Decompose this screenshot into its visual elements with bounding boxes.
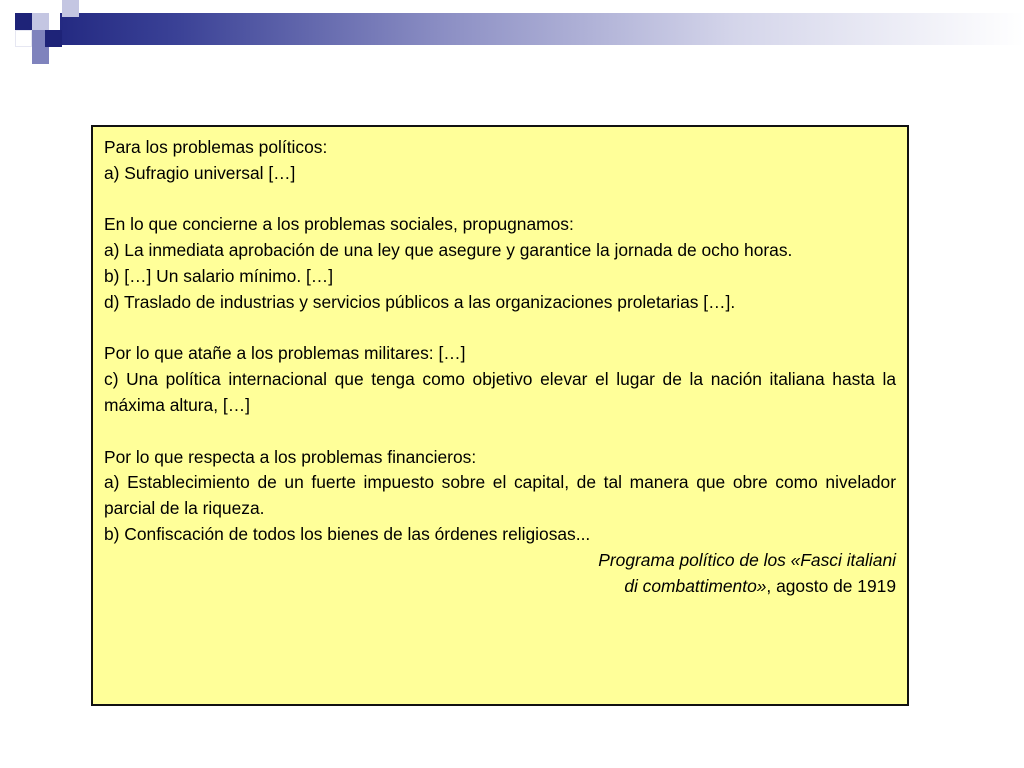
header-gradient-bar — [60, 13, 1024, 45]
source-date: , agosto de 1919 — [766, 575, 896, 596]
section-social-item-b: b) […] Un salario mínimo. […] — [104, 265, 334, 286]
source-citation-line1 — [104, 548, 896, 574]
source-title-line1: Programa político de los «Fasci italiani — [598, 549, 896, 570]
source-title-line2: di combattimento» — [624, 575, 767, 596]
ornament-square-light — [32, 13, 49, 30]
paragraph-gap — [104, 419, 896, 445]
ornament-square-dark-2 — [45, 30, 62, 47]
paragraph-gap — [104, 187, 896, 213]
ornament-square-dark — [15, 13, 32, 30]
section-political-heading: Para los problemas políticos: — [104, 137, 328, 157]
section-financial-item-a: a) Establecimiento de un fuerte impuesto sobre el capital, de tal manera que obre como nivelador parcial de la riqueza. — [104, 472, 896, 519]
source-citation-line2 — [104, 574, 896, 600]
quote-box — [91, 125, 909, 706]
section-military-item-c: c) Una política internacional que tenga como objetivo elevar el lugar de la nación italiana hasta la máxima altura, […] — [104, 369, 896, 415]
section-social-item-d: d) Traslado de industrias y servicios públicos a las organizaciones proletarias […]. — [104, 291, 736, 312]
ornament-square-white — [15, 30, 32, 47]
section-military-heading: Por lo que atañe a los problemas militares: […] — [104, 343, 466, 364]
section-financial-heading: Por lo que respecta a los problemas financieros: — [104, 446, 477, 467]
paragraph-gap — [104, 316, 896, 342]
ornament-square-mid-2 — [32, 47, 49, 64]
section-financial-item-b: b) Confiscación de todos los bienes de las órdenes religiosas... — [104, 523, 591, 544]
section-social-heading: En lo que concierne a los problemas sociales, propugnamos: — [104, 214, 574, 235]
ornament-square-light-2 — [62, 0, 79, 17]
section-political-item-a: a) Sufragio universal […] — [104, 162, 296, 183]
section-social-item-a: a) La inmediata aprobación de una ley que asegure y garantice la jornada de ocho horas. — [104, 240, 793, 261]
